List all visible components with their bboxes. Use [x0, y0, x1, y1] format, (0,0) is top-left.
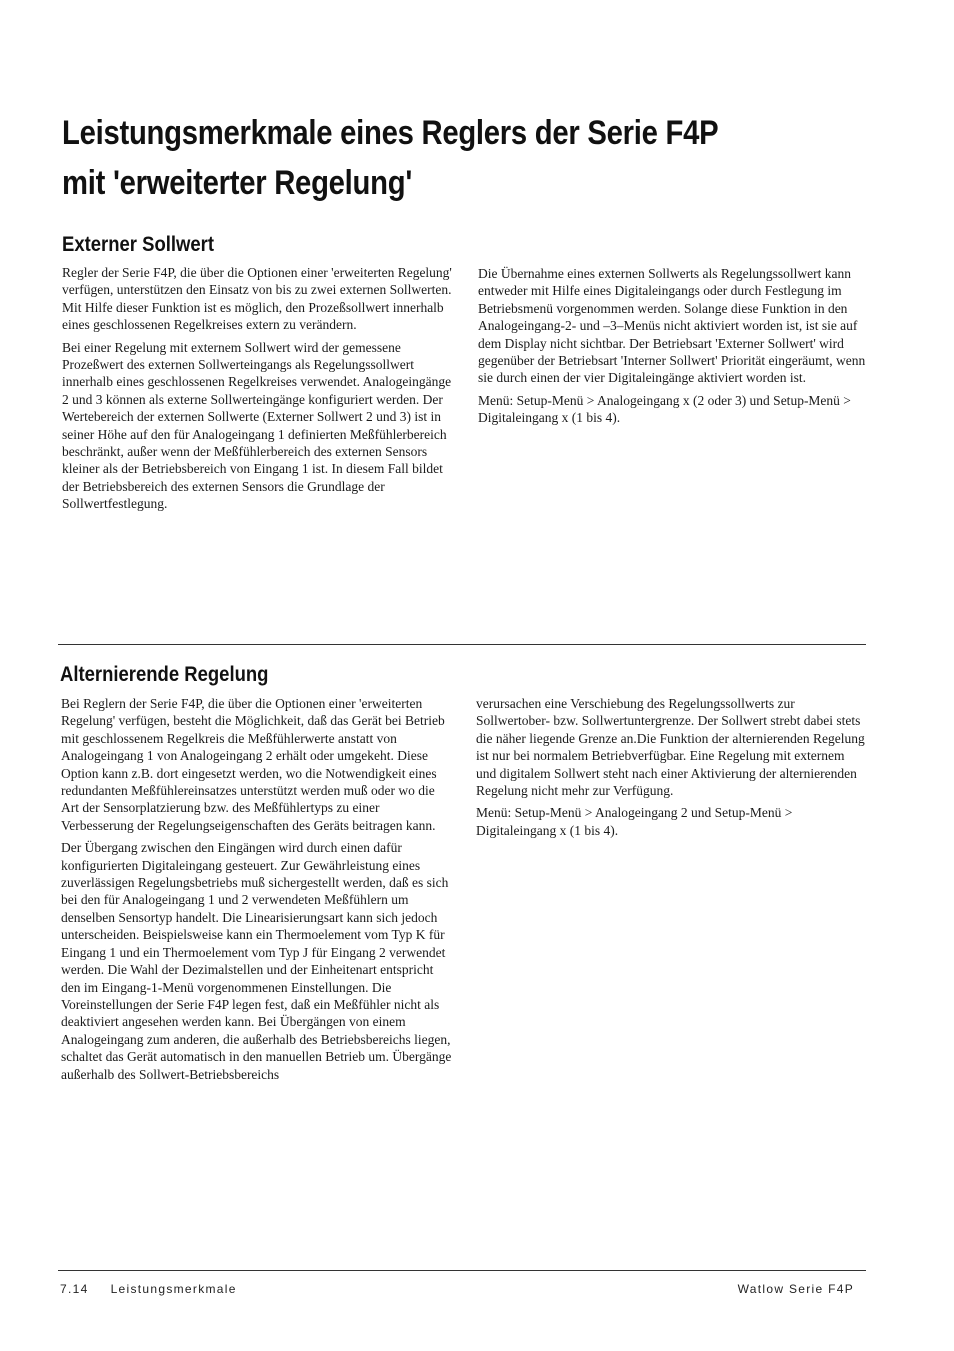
- paragraph: Menü: Setup-Menü > Analogeingang 2 und Setup-Menü > Digitaleingang x (1 bis 4).: [476, 805, 793, 838]
- heading-alternierende-regelung: Alternierende Regelung: [60, 663, 269, 686]
- footer-page-number: 7.14: [60, 1282, 89, 1296]
- section2-left-column: [61, 695, 455, 1088]
- paragraph: Regler der Serie F4P, die über die Optionen einer 'erweiterten Regelung' verfügen, unterstützen den Einsatz von bis zu zwei externen Sollwerten. Mit Hilfe dieser Funktion ist es möglich, den Prozeßsollwert innerhalb eines geschlossenen Regelkreises extern zu verändern.: [62, 265, 452, 333]
- section1-right-column: [478, 265, 870, 432]
- footer-left: [60, 1282, 237, 1296]
- section-divider: [58, 644, 866, 645]
- paragraph: verursachen eine Verschiebung des Regelungssollwerts zur Sollwertober- bzw. Sollwertuntergrenze. Der Sollwert strebt dabei stets die näher liegende Grenze an.Die Funktion der alternierenden Regelung ist nur bei normalem Betriebverfügbar. Eine Regelung mit externem und digitalem Sollwert steht nach einer Aktivierung der alternierenden Regelung nicht mehr zur Verfügung.: [476, 696, 865, 799]
- footer-rule: [58, 1270, 866, 1271]
- section2-right-column: [476, 695, 868, 844]
- footer-section-name: Leistungsmerkmale: [110, 1282, 237, 1296]
- paragraph: Die Übernahme eines externen Sollwerts als Regelungssollwert kann entweder mit Hilfe eines Digitaleingangs oder durch Festlegung im Betriebsmenü vorgenommen werden. Solange diese Funktion in den Analogeingang-2- und –3–Menüs nicht aktiviert worden ist, ist sie auf dem Display nicht sichtbar. Der Betriebsart 'Externer Sollwert' wird gegenüber der Betriebsart 'Interner Sollwert' Priorität eingeräumt, wenn sie durch einen der vier Digitaleingänge aktiviert worden ist.: [478, 266, 866, 386]
- page-title: [62, 108, 767, 208]
- paragraph: Bei Reglern der Serie F4P, die über die Optionen einer 'erweiterten Regelung' verfügen, besteht die Möglichkeit, daß das Gerät bei Betrieb mit geschlossenem Regelkreis die Meßfühlerwerte anstatt von Analogeingang 1 von Analogeingang 2 erhält oder umgekeht. Diese Option kann z.B. dort eingesetzt werden, wo die Notwendigkeit eines redundanten Meßfühlereinsatzes unterstützt werden muß oder wo die Art der Sensorplatzierung bzw. des Meßfühlertyps zu einer Verbesserung der Regelungseigenschaften des Geräts beitragen kann.: [61, 696, 445, 833]
- section1-left-column: [62, 264, 456, 518]
- page-title-line-1: Leistungsmerkmale eines Reglers der Serie F4P: [62, 114, 719, 152]
- page-title-line-2: mit 'erweiterter Regelung': [62, 164, 413, 202]
- footer-product-name: Watlow Serie F4P: [737, 1282, 854, 1296]
- paragraph: Der Übergang zwischen den Eingängen wird durch einen dafür konfigurierten Digitaleingang gesteuert. Zur Gewährleistung eines zuverlässigen Regelungsbetriebs muß sichergestellt werden, daß es sich bei den für Analogeingang 1 und 2 verwendeten Meßfühlern um denselben Sensortyp handelt. Die Linearisierungsart kann sich jedoch unterscheiden. Beispielsweise kann ein Thermoelement vom Typ K für Eingang 1 und ein Thermoelement vom Typ J für Eingang 2 verwendet werden. Die Wahl der Dezimalstellen und der Einheitenart entspricht den im Eingang-1-Menü vorgenommenen Einstellungen. Die Voreinstellungen der Serie F4P legen fest, daß ein Meßfühler nicht als deaktiviert angesehen werden kann. Bei Übergängen von einem Analogeingang zum anderen, die außerhalb des Betriebsbereichs liegen, schaltet das Gerät automatisch in den manuellen Betrieb um. Übergänge außerhalb des Sollwert-Betriebsbereichs: [61, 840, 452, 1082]
- heading-externer-sollwert: Externer Sollwert: [62, 233, 215, 256]
- paragraph: Bei einer Regelung mit externem Sollwert wird der gemessene Prozeßwert des externen Sollwerteingangs als Regelungssollwert innerhalb eines geschlossenen Regelkreises verwendet. Analogeingänge 2 und 3 können als externe Sollwerteingänge konfiguriert werden. Der Wertebereich der externen Sollwerte (Externer Sollwert 2 und 3) ist in seiner Höhe auf den für Analogeingang 1 definierten Meßfühlerbereich beschränkt, außer wenn der Meßfühlerbereich des externen Sensors kleiner als der Betriebsbereich von Eingang 1 ist. In diesem Fall bildet der Betriebsbereich des externen Sensors die Grundlage der Sollwertfestlegung.: [62, 339, 452, 512]
- paragraph: Menü: Setup-Menü > Analogeingang x (2 oder 3) und Setup-Menü > Digitaleingang x (1 bis 4).: [478, 392, 851, 426]
